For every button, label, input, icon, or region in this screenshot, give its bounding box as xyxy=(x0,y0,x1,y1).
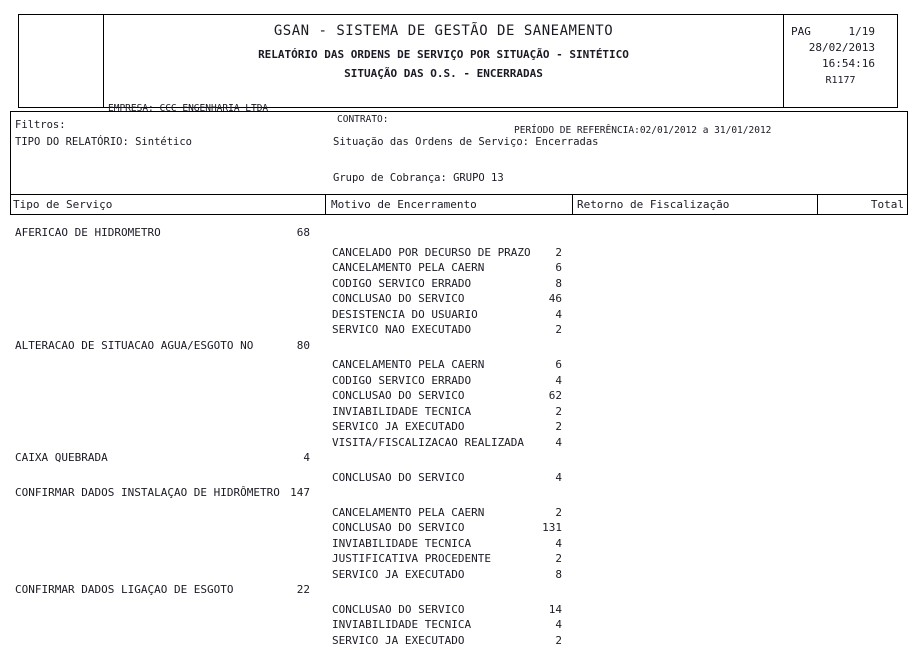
motive-label: SERVICO JA EXECUTADO xyxy=(332,567,465,581)
motive-label: SERVICO JA EXECUTADO xyxy=(332,420,465,433)
service-row xyxy=(10,485,908,501)
motive-label: DESISTENCIA DO USUARIO xyxy=(332,307,478,321)
motive-row xyxy=(10,567,908,583)
table-header xyxy=(10,194,908,215)
motive-label: CANCELAMENTO PELA CAERN xyxy=(332,261,485,274)
contract-label: CONTRATO: xyxy=(337,114,389,125)
motive-row xyxy=(10,260,908,276)
motive-label: VISITA/FISCALIZACAO REALIZADA xyxy=(332,435,525,449)
motive-label: CONCLUSAO DO SERVICO xyxy=(332,470,465,484)
motive-count: 2 xyxy=(555,323,562,336)
motive-label: CANCELAMENTO PELA CAERN xyxy=(332,358,485,371)
motive-row xyxy=(10,470,908,486)
motive-label: CANCELADO POR DECURSO DE PRAZO xyxy=(332,245,531,259)
motive-row xyxy=(10,307,908,323)
page-info-box xyxy=(783,15,897,107)
service-row xyxy=(10,582,908,598)
report-title: GSAN - SISTEMA DE GESTÃO DE SANEAMENTO xyxy=(273,23,614,39)
service-name: CONFIRMAR DADOS LIGAÇAO DE ESGOTO xyxy=(15,583,234,596)
motive-row xyxy=(10,322,908,338)
filters-title: Filtros: xyxy=(15,119,66,131)
motive-label: JUSTIFICATIVA PROCEDENTE xyxy=(332,552,491,565)
page-label: PAG xyxy=(791,25,811,38)
motive-count: 4 xyxy=(555,435,562,449)
motive-count: 2 xyxy=(555,420,562,433)
service-name: ALTERACAO DE SITUACAO AGUA/ESGOTO NO xyxy=(15,338,254,352)
motive-count: 2 xyxy=(555,505,562,519)
motive-row xyxy=(10,404,908,420)
company-label: EMPRESA: CCC ENGENHARIA LTDA xyxy=(108,103,269,114)
logo-box xyxy=(19,15,104,107)
motive-row xyxy=(10,633,908,649)
filters-box xyxy=(10,111,908,195)
service-row xyxy=(10,225,908,241)
motive-count: 4 xyxy=(555,536,562,550)
service-name: CONFIRMAR DADOS INSTALAÇAO DE HIDRÔMETRO xyxy=(15,486,280,499)
motive-row xyxy=(10,276,908,292)
motive-row xyxy=(10,357,908,373)
motive-count: 4 xyxy=(555,618,562,631)
motive-count: 8 xyxy=(555,276,562,290)
motive-label: CODIGO SERVICO ERRADO xyxy=(332,373,472,387)
motive-label: INVIABILIDADE TECNICA xyxy=(332,618,472,631)
column-header-closing-reason: Motivo de Encerramento xyxy=(326,195,573,214)
motive-label: CONCLUSAO DO SERVICO xyxy=(332,521,465,534)
report-subtitle: RELATÓRIO DAS ORDENS DE SERVIÇO POR SITUAÇÃO - SINTÉTICO xyxy=(258,48,629,61)
motive-label: SERVICO JA EXECUTADO xyxy=(332,633,465,647)
reference-period-label: PERÍODO DE REFERÊNCIA:02/01/2012 a 31/01/2012 xyxy=(514,125,772,136)
column-header-inspection-return: Retorno de Fiscalização xyxy=(573,195,818,214)
motive-label: CONCLUSAO DO SERVICO xyxy=(332,292,465,305)
motive-row xyxy=(10,617,908,633)
motive-label: SERVICO NAO EXECUTADO xyxy=(332,323,472,336)
service-total: 80 xyxy=(296,338,310,352)
report-time: 16:54:16 xyxy=(822,57,875,70)
service-total: 22 xyxy=(296,583,310,596)
filter-os-situation: Situação das Ordens de Serviço: Encerradas xyxy=(333,136,599,148)
service-total: 4 xyxy=(303,451,310,464)
filter-report-type: TIPO DO RELATÓRIO: Sintético xyxy=(15,136,193,148)
report-date: 28/02/2013 xyxy=(808,41,875,54)
motive-row xyxy=(10,551,908,567)
filter-billing-group: Grupo de Cobrança: GRUPO 13 xyxy=(333,172,504,184)
page-value: 1/19 xyxy=(848,25,875,38)
service-total: 147 xyxy=(290,486,310,499)
motive-count: 14 xyxy=(548,602,562,616)
motive-label: CONCLUSAO DO SERVICO xyxy=(332,389,465,402)
motive-label: CODIGO SERVICO ERRADO xyxy=(332,276,472,290)
motive-label: CONCLUSAO DO SERVICO xyxy=(332,602,465,616)
motive-label: INVIABILIDADE TECNICA xyxy=(332,404,472,418)
motive-count: 131 xyxy=(542,521,562,534)
header-center xyxy=(104,15,783,136)
motive-count: 2 xyxy=(555,245,562,259)
motive-count: 2 xyxy=(555,552,562,565)
motive-count: 4 xyxy=(555,373,562,387)
motive-row xyxy=(10,536,908,552)
company-row xyxy=(104,92,783,136)
service-name: AFERICAO DE HIDROMETRO xyxy=(15,226,161,239)
motive-count: 2 xyxy=(555,633,562,647)
motive-row xyxy=(10,602,908,618)
service-row xyxy=(10,338,908,354)
motive-row xyxy=(10,435,908,451)
motive-row xyxy=(10,373,908,389)
report-code: R1177 xyxy=(825,75,856,86)
motive-count: 62 xyxy=(548,389,562,402)
motive-row xyxy=(10,388,908,404)
motive-count: 6 xyxy=(555,261,562,274)
report-body xyxy=(10,225,908,648)
report-situation-line: SITUAÇÃO DAS O.S. - ENCERRADAS xyxy=(344,67,543,80)
motive-row xyxy=(10,520,908,536)
motive-row xyxy=(10,245,908,261)
column-header-service-type: Tipo de Serviço xyxy=(11,195,326,214)
motive-label: INVIABILIDADE TECNICA xyxy=(332,536,472,550)
motive-row xyxy=(10,419,908,435)
motive-count: 4 xyxy=(555,307,562,321)
service-total: 68 xyxy=(296,226,310,239)
motive-label: CANCELAMENTO PELA CAERN xyxy=(332,505,485,519)
service-name: CAIXA QUEBRADA xyxy=(15,451,108,464)
motive-count: 6 xyxy=(555,358,562,371)
motive-count: 4 xyxy=(555,470,562,484)
service-row xyxy=(10,450,908,466)
motive-count: 8 xyxy=(555,567,562,581)
page-number-line xyxy=(784,24,897,40)
column-header-total: Total xyxy=(870,198,904,211)
motive-row xyxy=(10,505,908,521)
motive-count: 2 xyxy=(555,404,562,418)
motive-row xyxy=(10,291,908,307)
motive-count: 46 xyxy=(548,292,562,305)
